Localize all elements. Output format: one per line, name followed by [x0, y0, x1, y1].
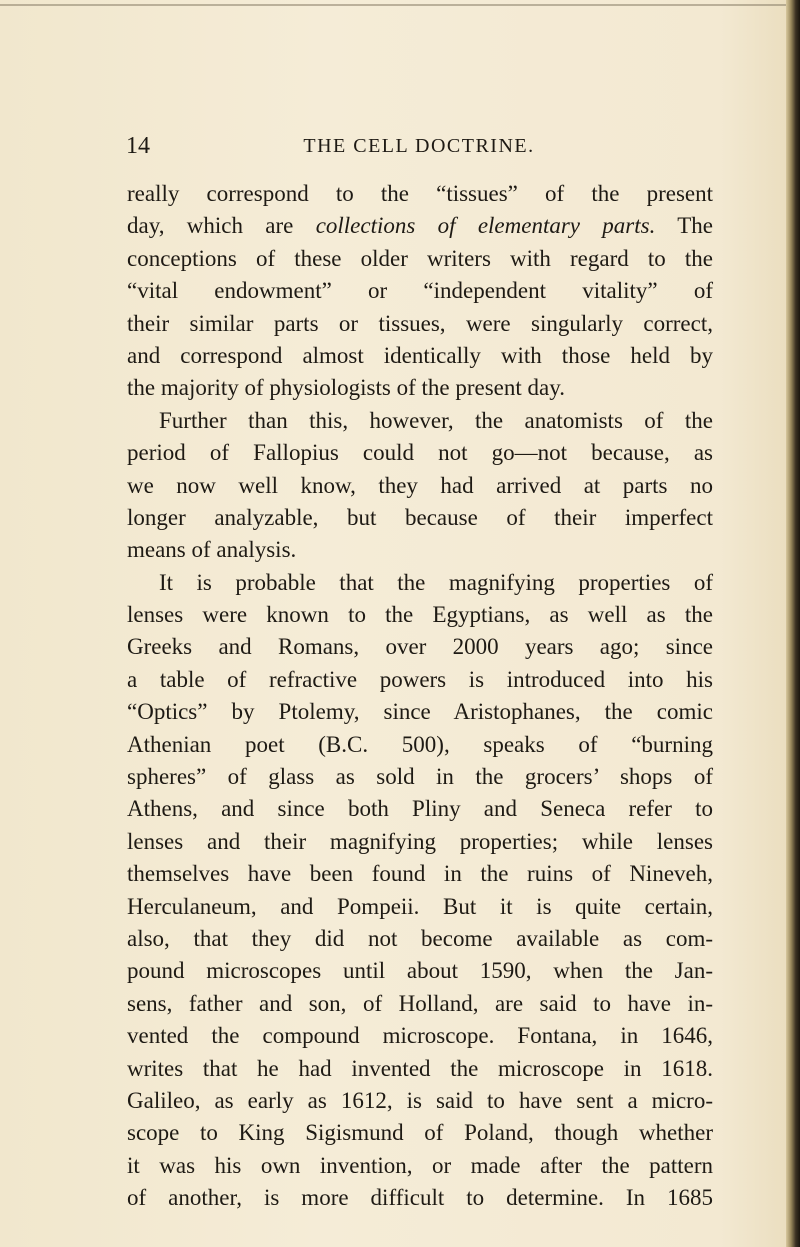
text-line: longer analyzable, but because of their imperfect [127, 504, 713, 530]
page-number: 14 [126, 133, 150, 159]
text-line: It is probable that the magnifying properties of [159, 569, 713, 595]
text-line: “Optics” by Ptolemy, since Aristophanes, the comic [127, 699, 713, 725]
text-line: a table of refractive powers is introduced into his [127, 666, 713, 692]
text-line: Athens, and since both Pliny and Seneca refer to [127, 796, 713, 822]
page-edge-shadow [786, 0, 800, 1247]
text-line: Greeks and Romans, over 2000 years ago; since [127, 634, 713, 660]
text-line [127, 210, 713, 242]
text-line: means of analysis. [127, 537, 297, 563]
text-line: scope to King Sigismund of Poland, though whether [127, 1120, 713, 1146]
text-line: period of Fallopius could not go—not because, as [127, 440, 713, 466]
text-line: Galileo, as early as 1612, is said to have sent a micro- [127, 1087, 713, 1113]
text-line: themselves have been found in the ruins of Nineveh, [127, 861, 713, 887]
text-line: it was his own invention, or made after the pattern [127, 1152, 713, 1178]
text-segment: day, which are [127, 213, 294, 239]
text-line: writes that he had invented the microscope in 1618. [127, 1055, 713, 1081]
text-line: “vital endowment” or “independent vitality” of [127, 278, 713, 304]
italic-phrase: collections of elementary parts. [315, 213, 656, 239]
running-head: THE CELL DOCTRINE. [303, 135, 535, 157]
text-line: Athenian poet (B.C. 500), speaks of “burning [127, 731, 713, 757]
text-line: lenses were known to the Egyptians, as well as the [127, 602, 713, 628]
text-line: and correspond almost identically with those held by [127, 342, 713, 368]
text-line: pound microscopes until about 1590, when the Jan- [127, 958, 713, 984]
top-rule [0, 4, 790, 6]
text-line: their similar parts or tissues, were singularly correct, [127, 310, 713, 336]
text-line: also, that they did not become available as com- [127, 925, 713, 951]
text-line: lenses and their magnifying properties; while lenses [127, 828, 713, 854]
text-line: Further than this, however, the anatomists of the [159, 407, 713, 433]
text-line: vented the compound microscope. Fontana, in 1646, [127, 1023, 713, 1049]
page-header [126, 130, 712, 162]
text-line: sens, father and son, of Holland, are said to have in- [127, 990, 713, 1016]
text-line: we now well know, they had arrived at parts no [127, 472, 713, 498]
text-line: spheres” of glass as sold in the grocers’ shops of [127, 764, 713, 790]
text-line: conceptions of these older writers with regard to the [127, 245, 713, 271]
body-text [127, 178, 713, 1215]
text-line: really correspond to the “tissues” of the present [127, 181, 713, 206]
text-line: of another, is more difficult to determine. In 1685 [127, 1185, 713, 1211]
text-segment: The [677, 213, 714, 239]
text-line: the majority of physiologists of the present day. [127, 375, 565, 401]
text-line: Herculaneum, and Pompeii. But it is quite certain, [127, 893, 713, 919]
